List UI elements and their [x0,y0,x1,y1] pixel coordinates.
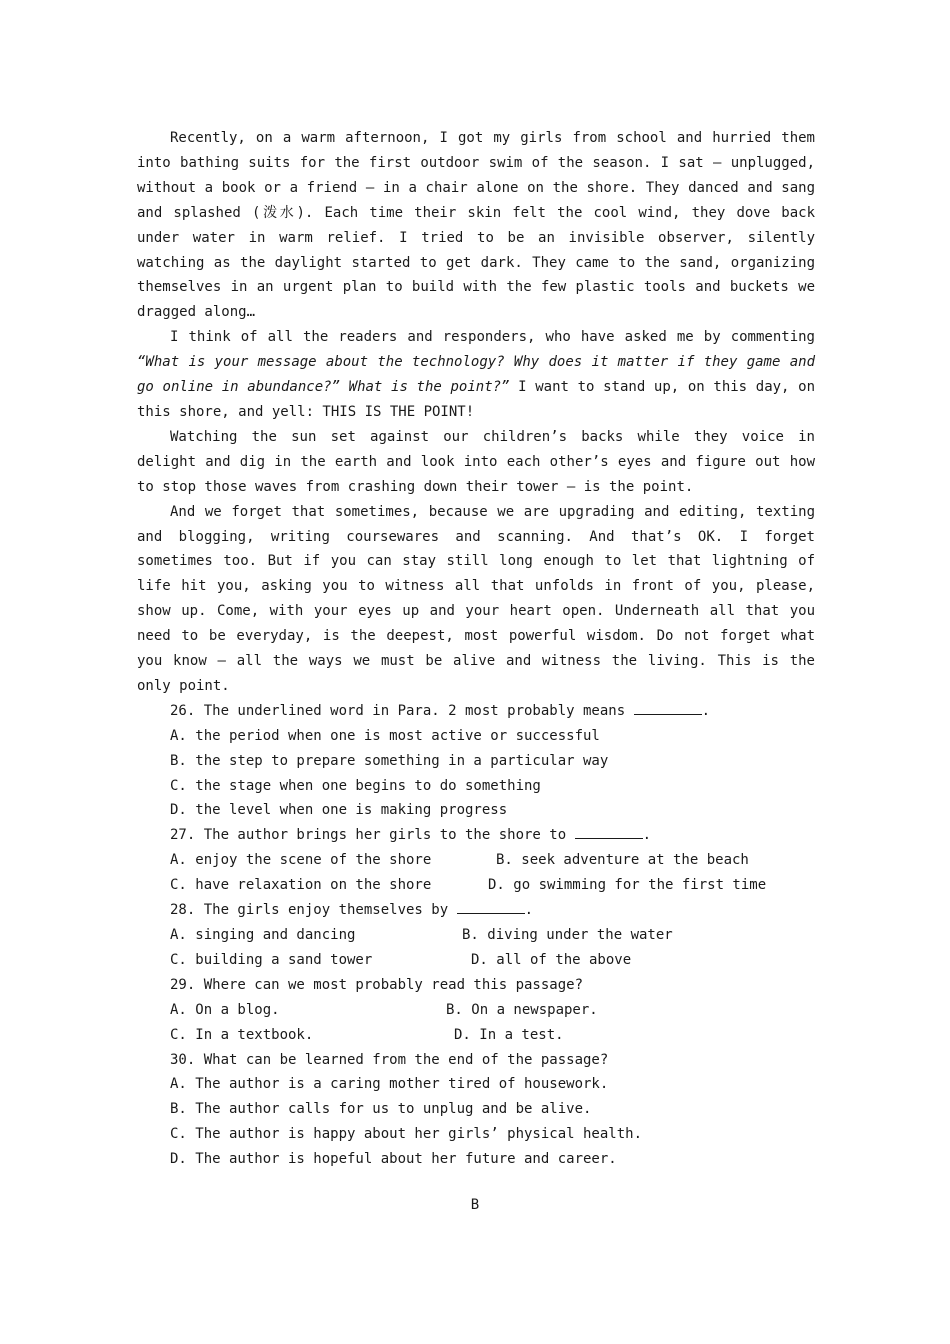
question-29-option-d: D. In a test. [454,1026,564,1043]
question-26-end: . [701,702,711,719]
question-27-text: 27. The author brings her girls to the shore to [170,827,575,844]
question-27-blank[interactable] [575,824,643,839]
paragraph-2-quote: “What is your message about the technology? Why does it matter if they game and go online in abundance?” What is the point?” [137,354,815,396]
question-27-option-a: A. enjoy the scene of the shore [170,852,432,869]
question-29-stem: 29. Where can we most probably read this passage? [170,976,584,993]
question-26-stem [137,699,815,724]
question-27-end: . [642,827,652,844]
question-28-end: . [524,902,534,919]
section-label-b: B [470,1197,480,1213]
question-27-stem [137,823,815,848]
question-30-option-b: B. The author calls for us to unplug and be alive. [170,1101,592,1118]
question-29-option-b: B. On a newspaper. [446,1001,598,1018]
question-28-option-b: B. diving under the water [462,927,673,943]
question-27-options-row-1 [137,848,815,873]
paragraph-2-start: I think of all the readers and responders, who have asked me by commenting [170,329,815,346]
passage-paragraph-1: Recently, on a warm afternoon, I got my girls from school and hurried them into bathing suits for the first outdoor swim of the season. I sat — unplugged, without a book or a friend — in a chair alone on the shore. They danced and sang and splashed (泼水). Each time their skin felt the cool wind, they dove back under water in warm relief. I tried to be an invisible observer, silently watching as the daylight started to get dark. They came to the sand, organizing themselves in an urgent plan to build with the few plastic tools and buckets we dragged along… [137,130,815,321]
question-30-stem: 30. What can be learned from the end of the passage? [170,1051,609,1068]
question-29-options-row-1 [137,998,815,1023]
question-30-option-d: D. The author is hopeful about her future and career. [170,1151,617,1168]
question-29-options-row-2 [137,1023,815,1048]
question-29-option-c: C. In a textbook. [170,1026,314,1043]
question-28-blank[interactable] [457,899,525,914]
question-28-text: 28. The girls enjoy themselves by [170,902,457,919]
paragraph-2-end: I want to stand up, on this day, on this shore, and yell: THIS IS THE POINT! [137,379,815,420]
question-28-option-a: A. singing and dancing [170,927,356,943]
passage-paragraph-4: And we forget that sometimes, because we are upgrading and editing, texting and blogging, writing coursewares and scanning. And that’s OK. I forget sometimes too. But if you can stay still long enough to let that lightning of life hit you, asking you to witness all that unfolds in front of you, please, show up. Come, with your eyes up and your heart open. Underneath all that you need to be everyday, is the deepest, most powerful wisdom. Do not forget what you know — all the ways we must be alive and witness the living. This is the only point. [137,503,815,694]
question-26-option-c: C. the stage when one begins to do something [170,777,541,794]
question-28-stem [137,898,815,923]
question-30-option-c: C. The author is happy about her girls’ physical health. [170,1126,643,1143]
question-27-option-b: B. seek adventure at the beach [496,852,749,869]
question-26-option-a: A. the period when one is most active or successful [170,727,600,744]
question-26-blank[interactable] [634,700,702,715]
question-30-option-a: A. The author is a caring mother tired of housework. [170,1076,609,1093]
question-28-option-d: D. all of the above [471,951,632,968]
question-27-options-row-2 [137,873,815,898]
question-29-option-a: A. On a blog. [170,1001,280,1018]
question-28-options-row-2 [137,948,815,973]
question-28-options-row-1 [137,923,815,948]
passage-paragraph-2 [137,325,815,425]
passage-paragraph-3: Watching the sun set against our children’s backs while they voice in delight and dig in the earth and look into each other’s eyes and figure out how to stop those waves from crashing down their tower — is the point. [137,428,815,495]
question-26-text: 26. The underlined word in Para. 2 most probably means [170,702,634,719]
document-page [137,126,815,1172]
question-26-option-b: B. the step to prepare something in a particular way [170,752,609,769]
question-28-option-c: C. building a sand tower [170,951,373,968]
question-27-option-c: C. have relaxation on the shore [170,877,432,894]
question-27-option-d: D. go swimming for the first time [488,877,767,894]
question-26-option-d: D. the level when one is making progress [170,802,508,819]
